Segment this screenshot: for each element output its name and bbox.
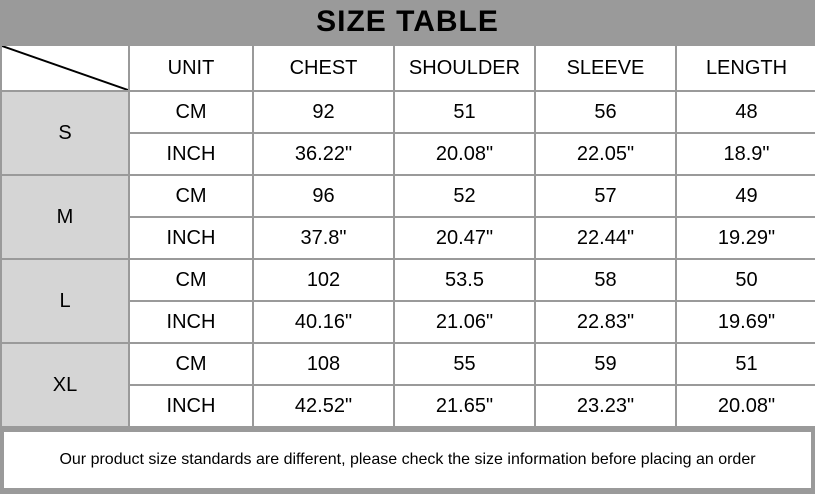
cell-xl-inch-shoulder: 21.65"	[394, 385, 535, 427]
unit-cm: CM	[129, 175, 253, 217]
unit-inch: INCH	[129, 385, 253, 427]
header-shoulder: SHOULDER	[394, 45, 535, 91]
unit-cm: CM	[129, 259, 253, 301]
unit-inch: INCH	[129, 217, 253, 259]
cell-s-cm-shoulder: 51	[394, 91, 535, 133]
header-unit: UNIT	[129, 45, 253, 91]
cell-l-cm-shoulder: 53.5	[394, 259, 535, 301]
unit-cm: CM	[129, 343, 253, 385]
cell-m-cm-chest: 96	[253, 175, 394, 217]
table-header	[1, 45, 815, 91]
cell-m-cm-shoulder: 52	[394, 175, 535, 217]
cell-xl-inch-sleeve: 23.23"	[535, 385, 676, 427]
cell-xl-cm-sleeve: 59	[535, 343, 676, 385]
cell-m-cm-sleeve: 57	[535, 175, 676, 217]
header-sleeve: SLEEVE	[535, 45, 676, 91]
cell-s-inch-sleeve: 22.05"	[535, 133, 676, 175]
cell-s-inch-length: 18.9"	[676, 133, 815, 175]
size-label-m: M	[1, 175, 129, 259]
cell-l-inch-length: 19.69"	[676, 301, 815, 343]
diagonal-line-icon	[2, 46, 128, 90]
cell-xl-cm-chest: 108	[253, 343, 394, 385]
size-label-l: L	[1, 259, 129, 343]
unit-inch: INCH	[129, 133, 253, 175]
size-label-s: S	[1, 91, 129, 175]
cell-l-inch-chest: 40.16"	[253, 301, 394, 343]
cell-l-cm-sleeve: 58	[535, 259, 676, 301]
unit-cm: CM	[129, 91, 253, 133]
cell-xl-inch-length: 20.08"	[676, 385, 815, 427]
cell-s-inch-chest: 36.22"	[253, 133, 394, 175]
page-title: SIZE TABLE	[316, 5, 499, 38]
table-row	[1, 175, 815, 217]
footer-area	[0, 428, 815, 494]
table-row	[1, 91, 815, 133]
table-body	[1, 91, 815, 427]
cell-s-cm-sleeve: 56	[535, 91, 676, 133]
footer-note: Our product size standards are different, please check the size information before placing an order	[59, 451, 756, 468]
cell-l-inch-sleeve: 22.83"	[535, 301, 676, 343]
cell-xl-cm-shoulder: 55	[394, 343, 535, 385]
cell-xl-cm-length: 51	[676, 343, 815, 385]
cell-m-inch-shoulder: 20.47"	[394, 217, 535, 259]
cell-s-inch-shoulder: 20.08"	[394, 133, 535, 175]
cell-s-cm-length: 48	[676, 91, 815, 133]
cell-m-cm-length: 49	[676, 175, 815, 217]
cell-l-cm-chest: 102	[253, 259, 394, 301]
size-table	[0, 44, 815, 428]
cell-l-inch-shoulder: 21.06"	[394, 301, 535, 343]
cell-m-inch-chest: 37.8"	[253, 217, 394, 259]
header-corner-blank	[1, 45, 129, 91]
table-row	[1, 343, 815, 385]
cell-m-inch-sleeve: 22.44"	[535, 217, 676, 259]
cell-m-inch-length: 19.29"	[676, 217, 815, 259]
footer-note-box	[4, 432, 811, 488]
size-label-xl: XL	[1, 343, 129, 427]
header-length: LENGTH	[676, 45, 815, 91]
table-row	[1, 259, 815, 301]
title-bar	[0, 0, 815, 44]
cell-xl-inch-chest: 42.52"	[253, 385, 394, 427]
unit-inch: INCH	[129, 301, 253, 343]
cell-l-cm-length: 50	[676, 259, 815, 301]
cell-s-cm-chest: 92	[253, 91, 394, 133]
header-chest: CHEST	[253, 45, 394, 91]
header-row	[1, 45, 815, 91]
